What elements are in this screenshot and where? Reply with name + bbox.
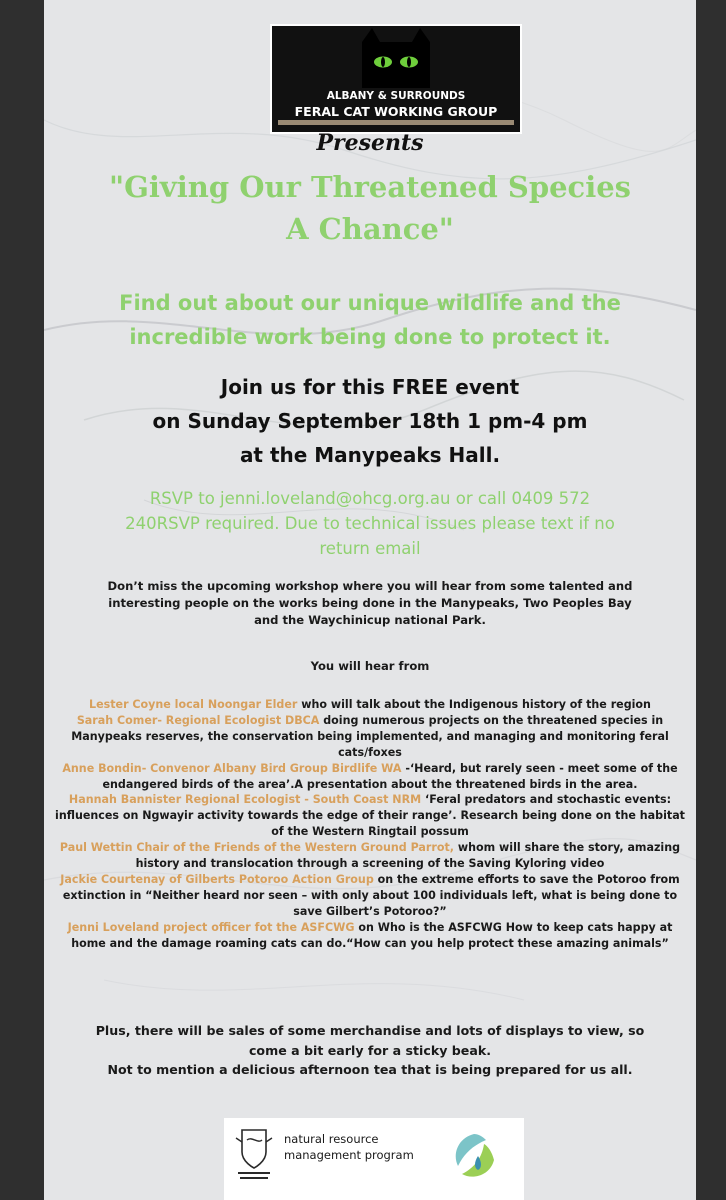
closing-line2: come a bit early for a sticky beak. <box>248 1042 492 1058</box>
event-title <box>54 166 686 250</box>
speaker-name: Lester Coyne local Noongar Elder <box>89 698 298 711</box>
logo-underline <box>278 120 514 125</box>
event-poster <box>44 0 696 1200</box>
speaker-item <box>52 792 688 840</box>
rsvp-info <box>64 486 676 561</box>
speaker-name: Paul Wettin Chair of the Friends of the Western Ground Parrot, <box>59 841 454 855</box>
sponsor-footer <box>224 1118 524 1200</box>
hear-from-heading: You will hear from <box>310 659 430 673</box>
program-name-line2: management program <box>284 1148 414 1162</box>
event-subtitle-line2: incredible work being done to protect it. <box>129 325 611 349</box>
event-details <box>54 370 686 472</box>
speaker-description: on the extreme efforts to save the Potoroo from extinction in “Neither heard nor seen – with only about 100 individuals left, what is being done to save Gilbert’s Potoroo?” <box>62 872 680 918</box>
logo-line2: FERAL CAT WORKING GROUP <box>294 104 498 119</box>
speaker-item <box>52 920 688 952</box>
speaker-description: whom will share the story, amazing history and translocation through a screening of the Saving Kyloring video <box>135 841 681 871</box>
speaker-name: Sarah Comer- Regional Ecologist DBCA <box>76 713 320 727</box>
closing-line1: Plus, there will be sales of some merchandise and lots of displays to view, so <box>95 1023 645 1038</box>
speaker-description: doing numerous projects on the threatened species in Manypeaks reserves, the conservation being implemented, and managing and monitoring feral cats/foxes <box>71 713 669 759</box>
logo <box>270 24 522 134</box>
speaker-item <box>52 761 688 793</box>
event-title-line2: A Chance" <box>286 212 454 246</box>
rsvp-line3: return email <box>319 539 421 558</box>
wa-government-crest-icon <box>232 1124 276 1184</box>
speaker-item <box>52 840 688 872</box>
speaker-item <box>52 697 688 713</box>
nrm-leaf-drop-icon <box>448 1132 500 1182</box>
speaker-name: Hannah Bannister Regional Ecologist - South Coast NRM <box>68 793 422 807</box>
speaker-description: -‘Heard, but rarely seen - meet some of the endangered birds of the area’.A presentation about the threatened birds in the area. <box>102 761 678 791</box>
black-cat-icon <box>356 28 436 88</box>
presents-heading: Presents <box>316 130 424 156</box>
speaker-description: ‘Feral predators and stochastic events: influences on Ngwayir activity towards the edge of their range’. Research being done on the habitat of the Western Ringtail possum <box>55 793 685 839</box>
event-title-line1: "Giving Our Threatened Species <box>109 170 631 204</box>
event-details-line1: Join us for this FREE event <box>220 375 520 399</box>
speaker-name: Jenni Loveland project officer fot the ASFCWG <box>67 920 355 934</box>
speaker-description: on Who is the ASFCWG How to keep cats happy at home and the damage roaming cats can do.“How can you help protect these amazing animals” <box>71 920 673 950</box>
rsvp-line2: 240RSVP required. Due to technical issues please text if no <box>125 514 615 533</box>
closing-note <box>54 1021 686 1080</box>
speaker-list <box>52 697 688 952</box>
event-subtitle-line1: Find out about our unique wildlife and the <box>119 291 621 315</box>
speaker-name: Jackie Courtenay of Gilberts Potoroo Action Group <box>60 872 374 886</box>
workshop-intro-line1: Don’t miss the upcoming workshop where you will hear from some talented and <box>107 579 633 593</box>
speaker-item <box>52 872 688 920</box>
rsvp-line1: RSVP to jenni.loveland@ohcg.org.au or call 0409 572 <box>149 489 591 508</box>
workshop-intro-line3: and the Waychinicup national Park. <box>254 613 486 627</box>
logo-line1: ALBANY & SURROUNDS <box>326 90 466 102</box>
closing-line3: Not to mention a delicious afternoon tea that is being prepared for us all. <box>107 1062 633 1077</box>
program-name-line1: natural resource <box>284 1132 379 1146</box>
event-subtitle <box>54 286 686 354</box>
speaker-description: who will talk about the Indigenous history of the region <box>297 698 651 711</box>
event-details-line2: on Sunday September 18th 1 pm-4 pm <box>152 409 588 433</box>
speaker-name: Anne Bondin- Convenor Albany Bird Group Birdlife WA <box>62 761 402 775</box>
workshop-intro-line2: interesting people on the works being done in the Manypeaks, Two Peoples Bay <box>108 596 632 610</box>
event-details-line3: at the Manypeaks Hall. <box>239 443 501 467</box>
speaker-item <box>52 713 688 761</box>
workshop-intro <box>56 578 684 629</box>
